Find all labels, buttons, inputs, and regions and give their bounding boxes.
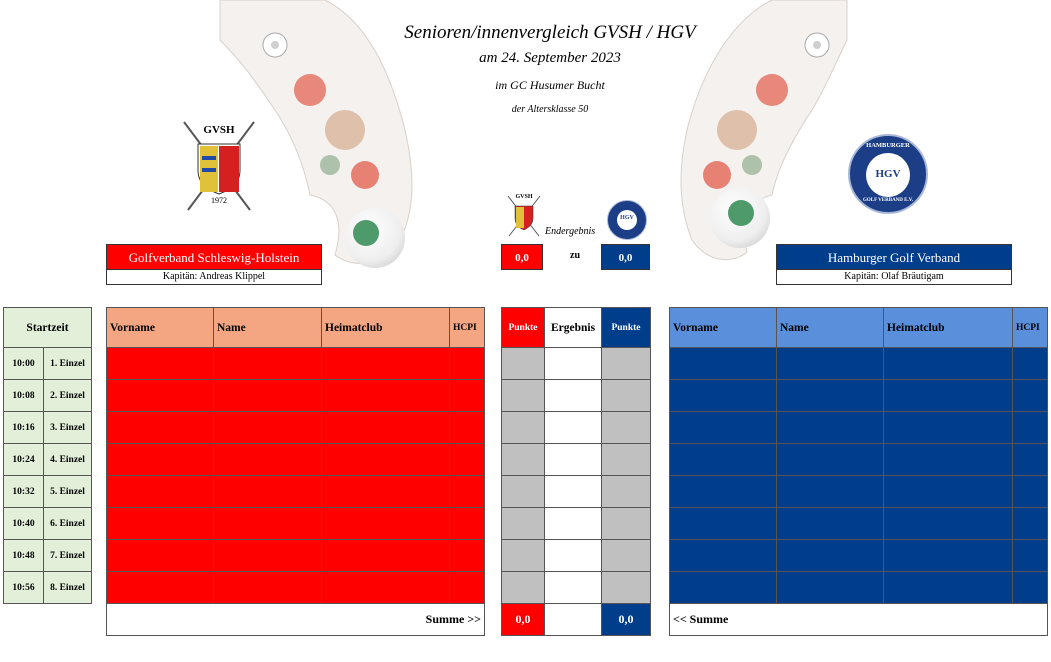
start-time: 10:24: [4, 444, 44, 476]
left-name-cell[interactable]: [214, 508, 322, 540]
right-glove-image: [672, 0, 852, 285]
hgv-logo-center: HGV: [875, 168, 901, 180]
start-time: 10:56: [4, 572, 44, 604]
right-col-hcpi: HCPI: [1013, 308, 1048, 348]
left-heimatclub-cell[interactable]: [322, 380, 450, 412]
right-col-name: Name: [777, 308, 884, 348]
schedule-header: Startzeit: [4, 308, 92, 348]
result-label: Endergebnis: [545, 226, 596, 237]
left-vorname-cell[interactable]: [107, 412, 214, 444]
schedule-row: [4, 540, 92, 572]
left-vorname-cell[interactable]: [107, 572, 214, 604]
result-cell[interactable]: [545, 508, 602, 540]
gvsh-logo-text: GVSH: [203, 124, 235, 136]
right-heimatclub-cell[interactable]: [884, 508, 1013, 540]
left-col-heimatclub: Heimatclub: [322, 308, 450, 348]
gvsh-logo-year: 1972: [211, 196, 227, 205]
result-cell[interactable]: [545, 380, 602, 412]
right-heimatclub-cell[interactable]: [884, 380, 1013, 412]
left-name-cell[interactable]: [214, 412, 322, 444]
left-player-row: [107, 412, 485, 444]
right-heimatclub-cell[interactable]: [884, 540, 1013, 572]
start-time: 10:16: [4, 412, 44, 444]
schedule-row: [4, 444, 92, 476]
left-points-cell[interactable]: [502, 348, 545, 380]
result-row: [502, 412, 651, 444]
schedule-row: [4, 476, 92, 508]
age-class: der Altersklasse 50: [511, 104, 589, 115]
right-points-cell[interactable]: [602, 444, 651, 476]
right-heimatclub-cell[interactable]: [884, 444, 1013, 476]
left-hcpi-cell[interactable]: [450, 508, 485, 540]
right-vorname-cell[interactable]: [670, 348, 777, 380]
left-name-cell[interactable]: [214, 572, 322, 604]
mid-col-punkte-right: Punkte: [602, 308, 651, 348]
right-player-row: [670, 572, 1048, 604]
left-hcpi-cell[interactable]: [450, 348, 485, 380]
left-points-cell[interactable]: [502, 572, 545, 604]
start-time: 10:32: [4, 476, 44, 508]
result-left-score: 0,0: [501, 244, 543, 270]
left-heimatclub-cell[interactable]: [322, 476, 450, 508]
right-player-row: [670, 412, 1048, 444]
left-hcpi-cell[interactable]: [450, 476, 485, 508]
ball-emblem-left-icon: [353, 220, 379, 246]
left-points-cell[interactable]: [502, 412, 545, 444]
right-name-cell[interactable]: [777, 476, 884, 508]
team-left-captain: Kapitän: Andreas Klippel: [106, 270, 322, 285]
right-heimatclub-cell[interactable]: [884, 572, 1013, 604]
right-vorname-cell[interactable]: [670, 476, 777, 508]
small-gvsh-logo: [506, 194, 542, 238]
result-row: [502, 444, 651, 476]
right-points-cell[interactable]: [602, 412, 651, 444]
start-time: 10:40: [4, 508, 44, 540]
right-name-cell[interactable]: [777, 444, 884, 476]
right-hcpi-cell[interactable]: [1013, 508, 1048, 540]
left-player-row: [107, 444, 485, 476]
team-right-name: Hamburger Golf Verband: [776, 244, 1012, 270]
right-player-row: [670, 348, 1048, 380]
small-gvsh-text: GVSH: [515, 194, 533, 200]
team-left-name: Golfverband Schleswig-Holstein: [106, 244, 322, 270]
left-sum-label: Summe >>: [107, 604, 485, 636]
left-heimatclub-cell[interactable]: [322, 412, 450, 444]
right-hcpi-cell[interactable]: [1013, 348, 1048, 380]
result-row: [502, 508, 651, 540]
schedule-row: [4, 348, 92, 380]
right-player-table: [669, 307, 1048, 636]
right-heimatclub-cell[interactable]: [884, 412, 1013, 444]
right-points-cell[interactable]: [602, 540, 651, 572]
right-vorname-cell[interactable]: [670, 508, 777, 540]
schedule-table: [3, 307, 92, 604]
left-hcpi-cell[interactable]: [450, 572, 485, 604]
left-vorname-cell[interactable]: [107, 476, 214, 508]
team-right-captain: Kapitän: Olaf Bräutigam: [776, 270, 1012, 285]
result-row: [502, 380, 651, 412]
right-vorname-cell[interactable]: [670, 380, 777, 412]
right-player-row: [670, 540, 1048, 572]
right-hcpi-cell[interactable]: [1013, 412, 1048, 444]
left-vorname-cell[interactable]: [107, 348, 214, 380]
left-points-cell[interactable]: [502, 508, 545, 540]
left-name-cell[interactable]: [214, 540, 322, 572]
result-row: [502, 476, 651, 508]
match-label: 4. Einzel: [44, 444, 92, 476]
result-cell[interactable]: [545, 412, 602, 444]
result-row: [502, 540, 651, 572]
gvsh-logo: [180, 118, 258, 214]
left-heimatclub-cell[interactable]: [322, 444, 450, 476]
results-table: [501, 307, 651, 636]
right-col-heimatclub: Heimatclub: [884, 308, 1013, 348]
left-player-row: [107, 508, 485, 540]
start-time: 10:48: [4, 540, 44, 572]
result-cell[interactable]: [545, 540, 602, 572]
right-name-cell[interactable]: [777, 412, 884, 444]
left-name-cell[interactable]: [214, 444, 322, 476]
right-hcpi-cell[interactable]: [1013, 572, 1048, 604]
right-hcpi-cell[interactable]: [1013, 380, 1048, 412]
result-right-score: 0,0: [601, 244, 650, 270]
right-player-row: [670, 508, 1048, 540]
left-col-name: Name: [214, 308, 322, 348]
mid-col-ergebnis: Ergebnis: [545, 308, 602, 348]
right-vorname-cell[interactable]: [670, 572, 777, 604]
right-player-row: [670, 476, 1048, 508]
mid-sum-row: [502, 604, 651, 636]
right-sum-label: << Summe: [670, 604, 1048, 636]
small-hgv-logo: [607, 200, 647, 240]
left-vorname-cell[interactable]: [107, 444, 214, 476]
right-hcpi-cell[interactable]: [1013, 444, 1048, 476]
right-vorname-cell[interactable]: [670, 444, 777, 476]
left-name-cell[interactable]: [214, 380, 322, 412]
result-row: [502, 572, 651, 604]
match-label: 7. Einzel: [44, 540, 92, 572]
left-name-cell[interactable]: [214, 476, 322, 508]
match-label: 5. Einzel: [44, 476, 92, 508]
right-player-row: [670, 380, 1048, 412]
left-vorname-cell[interactable]: [107, 380, 214, 412]
left-points-cell[interactable]: [502, 540, 545, 572]
result-cell[interactable]: [545, 476, 602, 508]
match-label: 3. Einzel: [44, 412, 92, 444]
right-name-cell[interactable]: [777, 508, 884, 540]
result-cell[interactable]: [545, 348, 602, 380]
schedule-row: [4, 380, 92, 412]
event-date: am 24. September 2023: [479, 50, 621, 66]
right-hcpi-cell[interactable]: [1013, 476, 1048, 508]
hgv-logo-bottom: GOLF VERBAND E.V.: [863, 198, 913, 203]
left-hcpi-cell[interactable]: [450, 444, 485, 476]
right-points-cell[interactable]: [602, 476, 651, 508]
right-name-cell[interactable]: [777, 380, 884, 412]
sum-left-score: 0,0: [502, 604, 545, 636]
left-hcpi-cell[interactable]: [450, 540, 485, 572]
left-player-row: [107, 476, 485, 508]
start-time: 10:08: [4, 380, 44, 412]
right-points-cell[interactable]: [602, 572, 651, 604]
right-points-cell[interactable]: [602, 508, 651, 540]
right-points-cell[interactable]: [602, 348, 651, 380]
left-player-row: [107, 380, 485, 412]
schedule-row: [4, 572, 92, 604]
start-time: 10:00: [4, 348, 44, 380]
left-name-cell[interactable]: [214, 348, 322, 380]
left-points-cell[interactable]: [502, 444, 545, 476]
event-venue: im GC Husumer Bucht: [495, 78, 605, 92]
left-heimatclub-cell[interactable]: [322, 508, 450, 540]
left-sum-row: [107, 604, 485, 636]
left-points-cell[interactable]: [502, 476, 545, 508]
left-col-hcpi: HCPI: [450, 308, 485, 348]
schedule-row: [4, 508, 92, 540]
left-hcpi-cell[interactable]: [450, 412, 485, 444]
right-heimatclub-cell[interactable]: [884, 348, 1013, 380]
sum-right-score: 0,0: [602, 604, 651, 636]
left-vorname-cell[interactable]: [107, 540, 214, 572]
right-vorname-cell[interactable]: [670, 412, 777, 444]
sum-empty-cell: [545, 604, 602, 636]
right-col-vorname: Vorname: [670, 308, 777, 348]
ball-emblem-right-icon: [728, 200, 754, 226]
match-label: 1. Einzel: [44, 348, 92, 380]
result-separator: zu: [570, 250, 580, 261]
result-cell[interactable]: [545, 444, 602, 476]
left-player-table: [106, 307, 485, 636]
hgv-logo-top: HAMBURGER: [866, 142, 910, 149]
hgv-logo: [848, 134, 928, 214]
mid-col-punkte-left: Punkte: [502, 308, 545, 348]
result-row: [502, 348, 651, 380]
right-name-cell[interactable]: [777, 540, 884, 572]
right-name-cell[interactable]: [777, 572, 884, 604]
left-vorname-cell[interactable]: [107, 508, 214, 540]
right-heimatclub-cell[interactable]: [884, 476, 1013, 508]
match-label: 6. Einzel: [44, 508, 92, 540]
left-hcpi-cell[interactable]: [450, 380, 485, 412]
left-col-vorname: Vorname: [107, 308, 214, 348]
left-player-row: [107, 348, 485, 380]
schedule-row: [4, 412, 92, 444]
right-points-cell[interactable]: [602, 380, 651, 412]
left-player-row: [107, 572, 485, 604]
right-name-cell[interactable]: [777, 348, 884, 380]
right-player-row: [670, 444, 1048, 476]
right-hcpi-cell[interactable]: [1013, 540, 1048, 572]
right-sum-row: [670, 604, 1048, 636]
left-player-row: [107, 540, 485, 572]
left-heimatclub-cell[interactable]: [322, 348, 450, 380]
match-label: 2. Einzel: [44, 380, 92, 412]
right-vorname-cell[interactable]: [670, 540, 777, 572]
small-hgv-text: HGV: [620, 215, 634, 221]
result-cell[interactable]: [545, 572, 602, 604]
page-title: Senioren/innenvergleich GVSH / HGV: [404, 22, 696, 43]
match-label: 8. Einzel: [44, 572, 92, 604]
left-heimatclub-cell[interactable]: [322, 540, 450, 572]
left-points-cell[interactable]: [502, 380, 545, 412]
left-heimatclub-cell[interactable]: [322, 572, 450, 604]
